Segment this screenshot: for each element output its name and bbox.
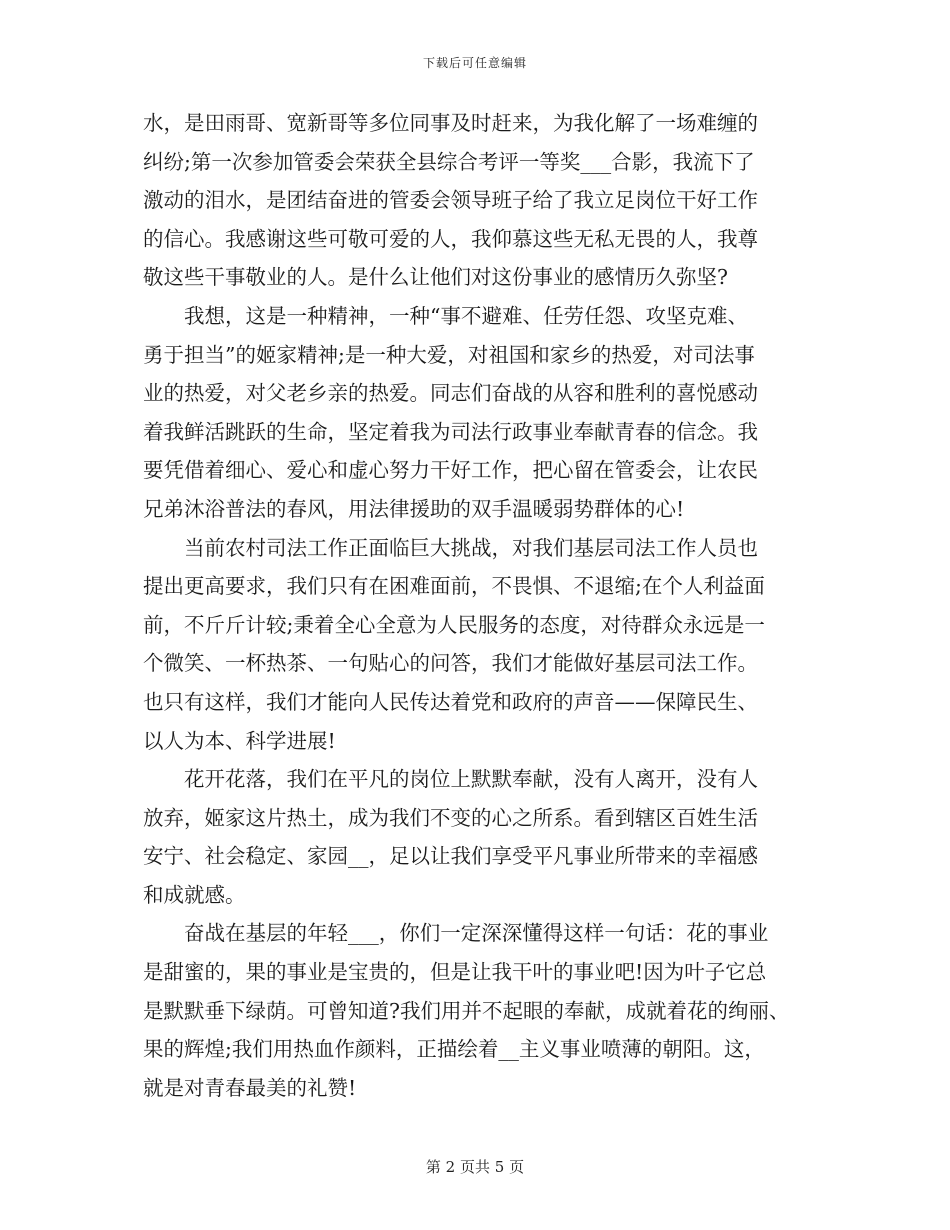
text-line: 激动的泪水，是团结奋进的管委会领导班子给了我立足岗位干好工作 [143, 188, 758, 213]
text-line: 水，是田雨哥、宽新哥等多位同事及时赶来，为我化解了一场难缠的 [143, 111, 758, 135]
text-line: 个微笑、一杯热茶、一句贴心的问答，我们才能做好基层司法工作。 [143, 651, 758, 676]
text-line: 放弃，姬家这片热土，成为我们不变的心之所系。看到辖区百姓生活 [143, 805, 758, 830]
text-line: 着我鲜活跳跃的生命，坚定着我为司法行政事业奉献青春的信念。我 [143, 419, 758, 444]
text-line: 要凭借着细心、爱心和虚心努力干好工作，把心留在管委会，让农民 [143, 458, 758, 483]
text-line: 当前农村司法工作正面临巨大挑战，对我们基层司法工作人员也 [184, 535, 758, 560]
text-line: 是默默垂下绿荫。可曾知道?我们用并不起眼的奉献，成就着花的绚丽、 [143, 998, 790, 1023]
text-line: 我想，这是一种精神，一种“事不避难、任劳任怨、攻坚克难、 [184, 303, 748, 328]
text-line: 也只有这样，我们才能向人民传达着党和政府的声音——保障民生、 [143, 689, 758, 714]
text-line: 是甜蜜的，果的事业是宝贵的，但是让我干叶的事业吧!因为叶子它总 [143, 960, 767, 985]
text-line: 以人为本、科学进展! [143, 728, 336, 753]
text-line: 和成就感。 [143, 882, 246, 907]
text-line: 敬这些干事敬业的人。是什么让他们对这份事业的感情历久弥坚? [143, 265, 728, 290]
text-line: 的信心。我感谢这些可敬可爱的人，我仰慕这些无私无畏的人，我尊 [143, 226, 758, 251]
text-line: 果的辉煌;我们用热血作颜料，正描绘着__主义事业喷薄的朝阳。这， [143, 1037, 765, 1062]
text-line: 提出更高要求，我们只有在困难面前，不畏惧、不退缩;在个人利益面 [143, 574, 765, 599]
text-line: 就是对青春最美的礼赞! [143, 1075, 357, 1100]
text-line: 勇于担当”的姬家精神;是一种大爱，对祖国和家乡的热爱，对司法事 [143, 342, 755, 367]
page-header: 下载后可任意编辑 [422, 56, 527, 70]
text-line: 安宁、社会稳定、家园__，足以让我们享受平凡事业所带来的幸福感 [143, 844, 758, 869]
text-line: 兄弟沐浴普法的春风，用法律援助的双手温暖弱势群体的心! [143, 496, 685, 521]
text-line: 花开花落，我们在平凡的岗位上默默奉献，没有人离开，没有人 [184, 767, 758, 792]
text-line: 纠纷;第一次参加管委会荣获全县综合考评一等奖___合影，我流下了 [143, 149, 755, 174]
page-number-footer: 第 2 页共 5 页 [425, 1158, 525, 1176]
text-line: 奋战在基层的年轻___，你们一定深深懂得这样一句话：花的事业 [184, 921, 769, 946]
text-line: 前，不斤斤计较;秉着全心全意为人民服务的态度，对待群众永远是一 [143, 612, 765, 637]
document-body [143, 104, 813, 1107]
text-line: 业的热爱，对父老乡亲的热爱。同志们奋战的从容和胜利的喜悦感动 [143, 381, 758, 406]
